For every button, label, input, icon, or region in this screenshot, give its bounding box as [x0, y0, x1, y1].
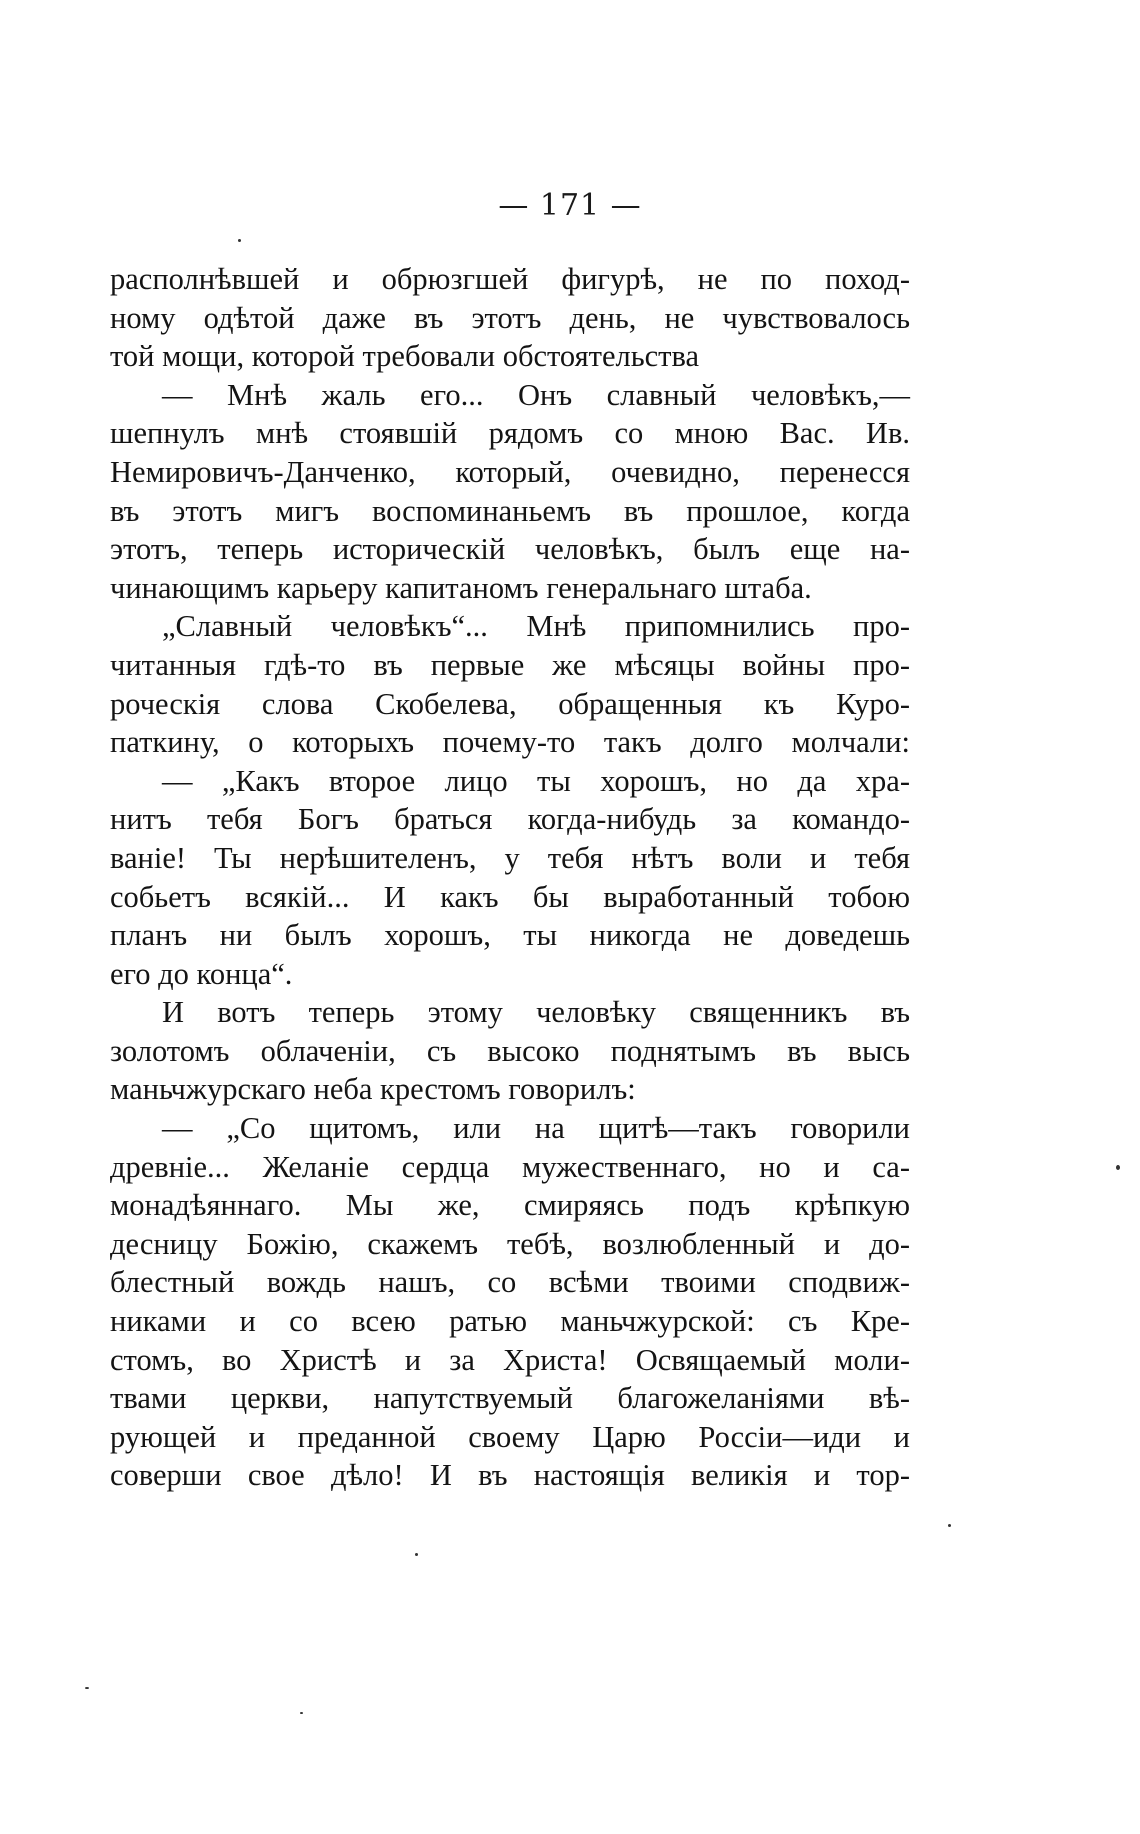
- text-line: ному одѣтой даже въ этотъ день, не чувствовалось: [110, 300, 910, 335]
- text-line: — Мнѣ жаль его... Онъ славный человѣкъ,—: [162, 377, 910, 412]
- text-line: стомъ, во Христѣ и за Христа! Освящаемый моли-: [110, 1342, 910, 1377]
- text-line: въ этотъ мигъ воспоминаньемъ въ прошлое, когда: [110, 493, 910, 528]
- text-line: планъ ни былъ хорошъ, ты никогда не доведешь: [110, 918, 910, 953]
- text-line: — „Со щитомъ, или на щитѣ—такъ говорили: [162, 1111, 910, 1146]
- text-line: шепнулъ мнѣ стоявшій рядомъ со мною Вас. Ив.: [110, 416, 910, 451]
- page-number: — 171 —: [498, 188, 642, 223]
- text-line: „Славный человѣкъ“... Мнѣ припомнились про-: [162, 609, 910, 644]
- text-line: древніе... Желаніе сердца мужественнаго, но и са-: [110, 1149, 910, 1184]
- text-line: паткину, о которыхъ почему-то такъ долго молчали:: [110, 725, 910, 760]
- scan-speck: [948, 1524, 951, 1527]
- text-line: нитъ тебя Богъ браться когда-нибудь за командо-: [110, 802, 910, 837]
- text-line: соверши свое дѣло! И въ настоящія великія и тор-: [110, 1458, 910, 1493]
- text-line: Немировичъ-Данченко, который, очевидно, перенесся: [110, 454, 910, 489]
- text-line: монадѣяннаго. Мы же, смиряясь подъ крѣпкую: [110, 1188, 910, 1223]
- text-line: маньчжурскаго неба крестомъ говорилъ:: [110, 1072, 636, 1107]
- scan-speck: [300, 1712, 303, 1714]
- text-line: читанныя гдѣ-то въ первые же мѣсяцы войны про-: [110, 647, 910, 682]
- body-text: [110, 260, 910, 1495]
- text-line: его до конца“.: [110, 956, 293, 991]
- text-line: твами церкви, напутствуемый благожеланіями вѣ-: [110, 1381, 910, 1416]
- text-line: той мощи, которой требовали обстоятельства: [110, 339, 700, 374]
- text-line: — „Какъ второе лицо ты хорошъ, но да хра-: [162, 763, 910, 798]
- scan-speck: [415, 1553, 418, 1556]
- scan-speck: [1116, 1165, 1120, 1170]
- scan-speck: [238, 239, 241, 242]
- text-line: располнѣвшей и обрюзгшей фигурѣ, не по поход-: [110, 262, 910, 296]
- text-line: И вотъ теперь этому человѣку священникъ въ: [162, 995, 910, 1030]
- text-line: этотъ, теперь историческій человѣкъ, былъ еще на-: [110, 532, 910, 567]
- text-line: рующей и преданной своему Царю Россіи—иди и: [110, 1419, 910, 1454]
- text-line: никами и со всею ратью маньчжурской: съ Кре-: [110, 1304, 910, 1339]
- text-line: золотомъ облаченіи, съ высоко поднятымъ въ высь: [110, 1033, 910, 1068]
- text-line: десницу Божію, скажемъ тебѣ, возлюбленный и до-: [110, 1226, 910, 1261]
- text-line: блестный вождь нашъ, со всѣми твоими сподвиж-: [110, 1265, 910, 1300]
- text-line: чинающимъ карьеру капитаномъ генеральнаго штаба.: [110, 570, 812, 605]
- text-line: роческія слова Скобелева, обращенныя къ Куро-: [110, 686, 910, 721]
- text-line: ваніе! Ты нерѣшителенъ, у тебя нѣтъ воли и тебя: [110, 840, 910, 875]
- scan-speck: [85, 1687, 89, 1689]
- text-line: собьетъ всякій... И какъ бы выработанный тобою: [110, 879, 910, 914]
